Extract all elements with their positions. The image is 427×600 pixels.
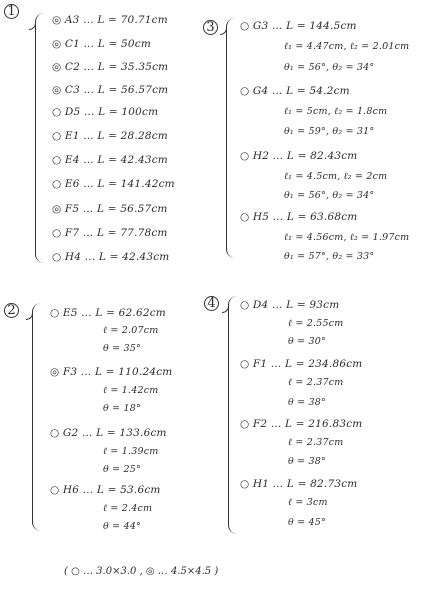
- entry-angles: θ₁ = 57°, θ₂ = 33°: [284, 251, 375, 262]
- entry-c3: ◎ C3 … L = 56.57cm: [52, 84, 169, 96]
- entry-length: ℓ = 2.4cm: [103, 503, 153, 514]
- entry-e4: ○ E4 … L = 42.43cm: [52, 154, 168, 166]
- entry-angle: θ = 30°: [288, 336, 326, 347]
- entry-angles: θ₁ = 59°, θ₂ = 31°: [284, 126, 375, 137]
- section-number: 2: [4, 303, 19, 318]
- entry-angle: θ = 25°: [103, 464, 141, 475]
- entry-length: ℓ = 2.55cm: [288, 318, 344, 329]
- entry-g4: ○ G4 … L = 54.2cm: [240, 85, 350, 97]
- entry-angle: θ = 45°: [288, 517, 326, 528]
- brace: [32, 303, 41, 531]
- entry-lengths: ℓ₁ = 4.5cm, ℓ₂ = 2cm: [284, 171, 388, 182]
- entry-h2: ○ H2 … L = 82.43cm: [240, 150, 358, 162]
- entry-f7: ○ F7 … L = 77.78cm: [52, 227, 168, 239]
- section-number: 3: [203, 20, 218, 35]
- entry-length: ℓ = 1.39cm: [103, 446, 159, 457]
- entry-h4: ○ H4 … L = 42.43cm: [52, 251, 170, 263]
- section-number: 1: [4, 4, 19, 19]
- entry-h6: ○ H6 … L = 53.6cm: [50, 484, 161, 496]
- entry-e6: ○ E6 … L = 141.42cm: [52, 178, 175, 190]
- brace: [228, 296, 237, 534]
- entry-e5: ○ E5 … L = 62.62cm: [50, 307, 166, 319]
- entry-angles: θ₁ = 56°, θ₂ = 34°: [284, 62, 375, 73]
- entry-angle: θ = 35°: [103, 343, 141, 354]
- entry-lengths: ℓ₁ = 4.47cm, ℓ₂ = 2.01cm: [284, 41, 410, 52]
- entry-f1: ○ F1 … L = 234.86cm: [240, 358, 363, 370]
- entry-angle: θ = 44°: [103, 521, 141, 532]
- entry-e1: ○ E1 … L = 28.28cm: [52, 130, 168, 142]
- entry-g2: ○ G2 … L = 133.6cm: [50, 427, 167, 439]
- entry-g3: ○ G3 … L = 144.5cm: [240, 20, 357, 32]
- entry-lengths: ℓ₁ = 4.56cm, ℓ₂ = 1.97cm: [284, 232, 410, 243]
- entry-c2: ◎ C2 … L = 35.35cm: [52, 61, 169, 73]
- entry-angle: θ = 38°: [288, 397, 326, 408]
- entry-length: ℓ = 1.42cm: [103, 385, 159, 396]
- entry-c1: ◎ C1 … L = 50cm: [52, 38, 152, 50]
- entry-angle: θ = 18°: [103, 403, 141, 414]
- brace: [35, 13, 44, 263]
- entry-length: ℓ = 2.07cm: [103, 325, 159, 336]
- entry-lengths: ℓ₁ = 5cm, ℓ₂ = 1.8cm: [284, 106, 388, 117]
- entry-f5: ◎ F5 … L = 56.57cm: [52, 203, 168, 215]
- entry-d5: ○ D5 … L = 100cm: [52, 106, 159, 118]
- entry-a3: ◎ A3 … L = 70.71cm: [52, 14, 168, 26]
- entry-length: ℓ = 2.37cm: [288, 437, 344, 448]
- entry-h1: ○ H1 … L = 82.73cm: [240, 478, 358, 490]
- entry-f2: ○ F2 … L = 216.83cm: [240, 418, 363, 430]
- entry-f3: ◎ F3 … L = 110.24cm: [50, 366, 173, 378]
- entry-angle: θ = 38°: [288, 456, 326, 467]
- entry-h5: ○ H5 … L = 63.68cm: [240, 211, 358, 223]
- size-legend-note: ( ○ … 3.0×3.0 , ◎ … 4.5×4.5 ): [64, 566, 219, 577]
- entry-length: ℓ = 2.37cm: [288, 377, 344, 388]
- entry-d4: ○ D4 … L = 93cm: [240, 299, 340, 311]
- entry-length: ℓ = 3cm: [288, 497, 328, 508]
- brace: [226, 18, 235, 258]
- section-number: 4: [204, 296, 219, 311]
- entry-angles: θ₁ = 56°, θ₂ = 34°: [284, 190, 375, 201]
